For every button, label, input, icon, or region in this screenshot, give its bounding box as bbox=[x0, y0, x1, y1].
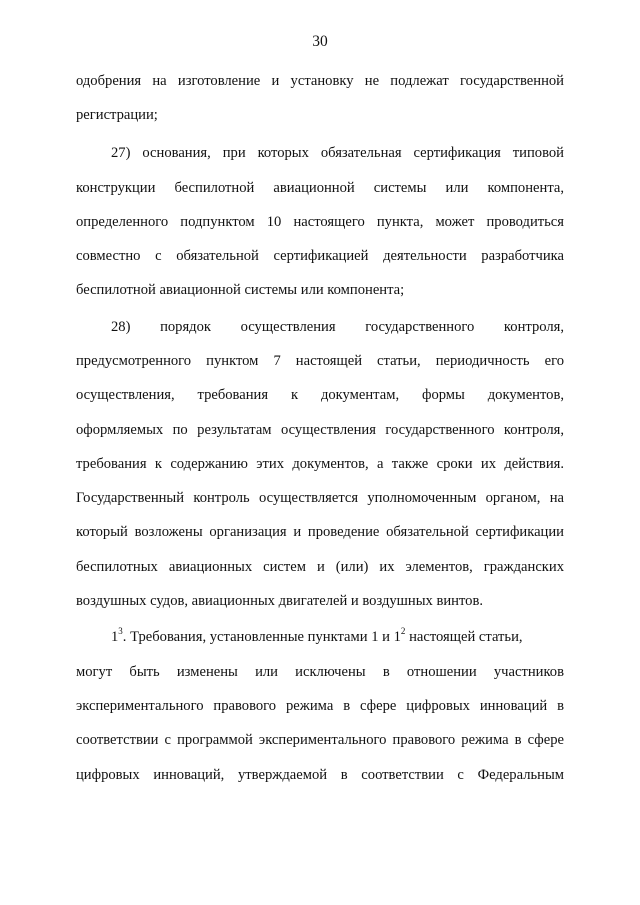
text-line: определенного подпунктом 10 настоящего пункта, может проводиться bbox=[76, 214, 564, 230]
text-line: предусмотренного пунктом 7 настоящей статьи, периодичность его bbox=[76, 353, 564, 369]
text-line: совместно с обязательной сертификацией деятельности разработчика bbox=[76, 248, 564, 264]
text-line: беспилотных авиационных систем и (или) их элементов, гражданских bbox=[76, 559, 564, 575]
text-line: одобрения на изготовление и установку не подлежат государственной bbox=[76, 73, 564, 89]
text-line: который возложены организация и проведение обязательной сертификации bbox=[76, 524, 564, 540]
text-line: могут быть изменены или исключены в отношении участников bbox=[76, 664, 564, 680]
page-number: 30 bbox=[312, 33, 328, 50]
text-line: оформляемых по результатам осуществления государственного контроля, bbox=[76, 422, 564, 438]
text-line: воздушных судов, авиационных двигателей и воздушных винтов. bbox=[76, 593, 484, 609]
text-line-para-1-3 bbox=[111, 626, 564, 648]
text-line: соответствии с программой экспериментального правового режима в сфере bbox=[76, 732, 564, 748]
text-line: экспериментального правового режима в сфере цифровых инноваций в bbox=[76, 698, 564, 714]
text-line: цифровых инноваций, утверждаемой в соответствии с Федеральным bbox=[76, 767, 564, 783]
para-label: $1^3$. Требования, установленные пунктами 1 и $1^2$ настоящей статьи, bbox=[111, 626, 523, 645]
text-line: 28) порядок осуществления государственного контроля, bbox=[111, 319, 564, 335]
text-line: регистрации; bbox=[76, 107, 158, 123]
text-line: Государственный контроль осуществляется уполномоченным органом, на bbox=[76, 490, 564, 506]
text-line: 27) основания, при которых обязательная сертификация типовой bbox=[111, 145, 564, 161]
text-line: требования к содержанию этих документов, а также сроки их действия. bbox=[76, 456, 564, 472]
text-line: осуществления, требования к документам, формы документов, bbox=[76, 387, 564, 403]
text-line: конструкции беспилотной авиационной системы или компонента, bbox=[76, 180, 564, 196]
text-line: беспилотной авиационной системы или компонента; bbox=[76, 282, 405, 298]
